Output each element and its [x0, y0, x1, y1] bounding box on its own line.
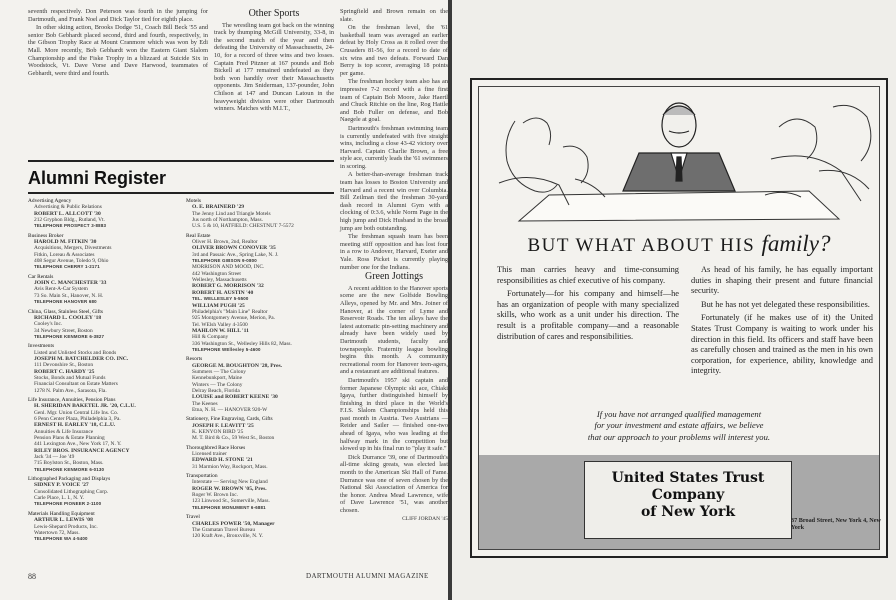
entry-detail: Consolidated Lithographing Corp. — [34, 488, 109, 495]
entry-telephone: TELEPHONE PROSPECT 3-8883 — [34, 223, 107, 229]
register-entry — [192, 363, 336, 395]
register-entry — [34, 350, 178, 369]
entry-name: ROBERT L. ALLCOTT '30 — [34, 210, 101, 217]
entry-name: EDWARD H. STONE '21 — [192, 457, 253, 464]
entry-detail: Fitkin, Loreau & Associates — [34, 251, 95, 258]
entry-detail: 123 Linwood St., Somerville, Mass. — [192, 498, 270, 505]
ad-paragraph: As head of his family, he has equally important duties in shaping their present and future financial security. — [691, 265, 873, 296]
entry-detail: Acquisitions, Mergers, Divestments — [34, 245, 112, 252]
register-entry — [192, 521, 336, 540]
byline: CLIFF JORDAN '45 — [402, 515, 448, 522]
entry-detail: Stocks, Bonds and Mutual Funds — [34, 374, 106, 381]
entry-detail: 73 So. Main St., Hanover, N. H. — [34, 292, 104, 299]
paragraph: Dartmouth's 1957 ski captain and former Japanese Olympic ski ace, Chiaki Igaya, further distinguished himself by finishing in third place in the World's F.I.S. Slalom Championships held this past month in Austria. Two Austrians — Reider and Sailer — finished one-two ahead of Igaya, who was leading at the halfway mark in the competition but slowed up in his final run to "play it safe." — [340, 376, 448, 453]
other-sports-heading: Other Sports — [248, 8, 300, 19]
entry-detail: 212 Gryphon Bldg., Rutland, Vt. — [34, 217, 105, 224]
entry-line: Wellesley, Massachusetts — [192, 277, 247, 284]
register-entry — [192, 264, 336, 289]
register-category: Business Broker — [28, 232, 64, 239]
entry-detail: M. T. Bird & Co., 59 West St., Boston — [192, 435, 275, 442]
register-category: Transportation — [186, 473, 218, 480]
register-entry — [34, 448, 178, 473]
entry-detail: Winters — The Colony — [192, 381, 243, 388]
register-column-1 — [28, 195, 178, 543]
entry-detail: 34 Newbury Street, Boston — [34, 327, 93, 334]
entry-name: ROBERT C. HARDY '25 — [34, 368, 95, 375]
tagline-line: If you have not arranged qualified management — [596, 409, 762, 419]
register-category: China, Glass, Stainless Steel, Gifts — [28, 308, 104, 315]
entry-name: ROBERT H. AUSTIN '40 — [192, 289, 254, 296]
entry-line: Interstate — Serving New England — [192, 479, 268, 486]
entry-line: Licensed trainer — [192, 451, 227, 458]
entry-detail: 31 Marmion Way, Rockport, Mass. — [192, 463, 268, 470]
paragraph: On the freshman level, the '61 basketball team was averaged an earlier defeat by Holy Cross as it rolled over the Crusaders 81-56, for a record to date of six wins and two defeats. Forward Dan Berry is top scorer, averaging 18 points per game. — [340, 24, 448, 77]
trust-company-advertisement — [470, 78, 888, 558]
register-entry — [192, 451, 336, 470]
register-category: Advertising Agency — [28, 198, 72, 204]
register-category: Real Estate — [186, 232, 211, 239]
skiing-report-column — [28, 8, 208, 78]
entry-name: RICHARD L. COOLEY '18 — [34, 314, 102, 321]
paragraph: The freshman squash team has been meeting stiff opposition and has lost four in a row to Andover, Harvard, Exeter and Yale. Ross Picket is currently playing number one for the Indians. — [340, 233, 448, 271]
tagline-line: for your investment and estate affairs, we believe — [594, 420, 764, 431]
entry-telephone: TELEPHONE CHERRY 1-2171 — [34, 264, 100, 270]
entry-detail: Roger W. Brown Inc. — [192, 492, 238, 499]
entry-name: MAHLON W. HILL '11 — [192, 327, 249, 334]
entry-name: OLIVER BROWN CONOVER '35 — [192, 245, 276, 252]
entry-telephone: TELEPHONE WA 4-5400 — [34, 536, 88, 542]
headline-main: BUT WHAT ABOUT HIS — [527, 235, 756, 256]
register-entry — [34, 403, 178, 422]
entry-detail: Hill & Company — [192, 334, 229, 341]
entry-detail: 3rd and Passaic Ave., Spring Lake, N. J. — [192, 251, 279, 258]
ad-body-column-1 — [497, 265, 679, 345]
entry-name: ROBERT G. MORRISON '32 — [192, 283, 264, 290]
register-entry — [192, 204, 336, 229]
entry-detail: 715 Boylston St., Boston, Mass. — [34, 460, 104, 467]
entry-detail: Philadelphia's "Main Line" Realtor — [192, 308, 268, 315]
register-entry — [34, 369, 178, 394]
entry-detail: Summers — The Colony — [192, 368, 246, 375]
company-name-line: United States Trust Company — [611, 470, 765, 503]
entry-name: GEORGE M. BOUGHTON '28, Pres. — [192, 362, 283, 369]
company-nameplate — [584, 461, 792, 539]
freshman-sports-column — [340, 8, 448, 524]
magazine-name: DARTMOUTH ALUMNI MAGAZINE — [306, 572, 429, 580]
entry-line: Oliver H. Brown, 2nd, Realtor — [192, 239, 258, 246]
company-name-line: of New York — [640, 504, 736, 520]
paragraph: The wrestling team got back on the winning track by thumping McGill University, 33-8, in the second match of the year and then defeating the University of Massachusetts, 24-10, for a record of three wins and two losses. Captain Fred Pitzner at 167 pounds and Bob Bickell at 177 remained undefeated as they both won handily over their Massachusetts opponents. Jim Sniderman, 137-pounder, John Chilson at 147 and Duncan Latoun in the heavyweight division were other Dartmouth winners. Matches with M.I.T., — [214, 21, 334, 113]
register-category: Lithographed Packaging and Displays — [28, 476, 111, 483]
entry-detail: Tel. WElsh Valley 4-3500 — [192, 321, 248, 328]
entry-detail: Jack '34 — Joe '49 — [34, 454, 75, 461]
register-entry — [192, 423, 336, 442]
entry-name: LOUISE and ROBERT KEENE '30 — [192, 394, 278, 401]
green-jottings-heading: Green Jottings — [364, 271, 424, 283]
entry-detail: 336 Washington St., Wellesley Hills 82, Mass. — [192, 340, 292, 347]
entry-detail: The Jenny Lind and Triangle Motels — [192, 210, 271, 217]
register-entry — [34, 517, 178, 542]
entry-name: JOSEPH M. BATCHELDER CO. INC. — [34, 355, 129, 362]
entry-detail: Lewis-Shepard Products, Inc. — [34, 523, 98, 530]
entry-line: Listed and Unlisted Stocks and Bonds — [34, 349, 117, 356]
entry-telephone: TELEPHONE PIONEER 2-1100 — [34, 501, 102, 507]
register-category: Investments — [28, 343, 55, 350]
entry-name: SIDNEY P. VOICE '27 — [34, 482, 89, 489]
ad-frame — [478, 86, 880, 550]
tagline-line: that our approach to your problems will interest you. — [587, 431, 771, 442]
register-category: Materials Handling Equipment — [28, 510, 95, 517]
paragraph: A better-than-average freshman track team has losses to Boston University and Harvard and a recent win over Columbia. Bill Zeilman tied the freshman 30-yard dash record in Alumni Gym with a clocking of 0:3.6, while Norm Page in the high jump and Dick Husband in the broad jump are both outstanding. — [340, 171, 448, 232]
entry-telephone: TELEPHONE KENMORE 6-0130 — [34, 466, 105, 472]
entry-name: JOSEPH F. LEAVITT '25 — [192, 422, 254, 429]
register-top-rule — [28, 160, 334, 162]
entry-name: JOHN C. MANCHESTER '33 — [34, 280, 107, 287]
entry-name: ROGER W. BROWN '05, Pres. — [192, 485, 267, 492]
register-entry — [192, 328, 336, 353]
entry-name: ARTHUR L. LEWIS '08 — [34, 517, 93, 524]
entry-detail: Financial Consultant on Estate Matters — [34, 381, 118, 388]
entry-line: Advertising & Public Relations — [34, 204, 102, 211]
register-entry — [34, 239, 178, 271]
entry-detail: Watertown 72, Mass. — [34, 529, 80, 536]
entry-name: CHARLES POWER '50, Manager — [192, 520, 275, 527]
entry-detail: The Keenes — [192, 400, 218, 407]
ad-paragraph: Fortunately—for his company and himself—he has an organization of people with many specialized skills, who work as a unit under his direction. The result is a profitable company—and a reasonable distribution of cares and responsibilities. — [497, 289, 679, 341]
entry-name: HAROLD M. FITKIN '30 — [34, 239, 97, 246]
entry-telephone: TELEPHONE HANOVER 680 — [34, 299, 97, 305]
headline-emphasis: family? — [761, 231, 831, 256]
register-category: Car Rentals — [28, 273, 54, 280]
ad-paragraph: But he has not yet delegated these responsibilities. — [701, 299, 870, 309]
entry-detail: Carle Place, L. I., N. Y. — [34, 495, 85, 502]
entry-telephone: TEL. WELLESLEY 5-5500 — [192, 296, 249, 302]
paragraph: seventh respectively. Don Peterson was fourth in the jumping for Dartmouth, and Frank Noel and Dick Taylor tied for eighth place. — [28, 8, 208, 23]
register-category: Resorts — [186, 356, 203, 363]
ad-headline — [479, 231, 879, 257]
entry-telephone: TELEPHONE WEllesley 5-4600 — [192, 346, 261, 352]
ad-paragraph: Fortunately (if he makes use of it) the United States Trust Company is waiting to work under his direction in this field. Its officers and staff have been as carefully chosen and trained as the men in his own corporation, for experience, ability, knowledge and integrity. — [691, 313, 873, 376]
entry-detail: 6 Penn Center Plaza, Philadelphia 3, Pa. — [34, 416, 121, 422]
register-entry — [192, 303, 336, 328]
executive-meeting-illustration — [479, 87, 879, 223]
entry-detail: The Gramatan Travel Bureau — [192, 526, 256, 533]
entry-detail: Kennebunkport, Maine — [192, 375, 243, 382]
entry-detail: Etna, N. H. — HANOVER 920-W — [192, 407, 268, 413]
entry-detail: 111 Devonshire St., Boston — [34, 362, 94, 369]
register-category: Motels — [186, 198, 201, 204]
entry-detail: 1278 N. Palm Ave., Sarasota, Fla. — [34, 387, 107, 394]
register-column-2 — [186, 195, 336, 540]
entry-detail: Annuities & Life Insurance — [34, 428, 94, 435]
entry-name: O. E. BRAINERD '29 — [192, 204, 245, 211]
paragraph: In other skiing action, Brooks Dodge '51, Coach Bill Beck '55 and senior Bob Gebhardt placed second, third and fourth, respectively, in the Gibson Trophy Race at Mount Cranmore which was won by Edi Mall. More recently, Bob Gebhardt won the Eastern Giant Slalom Championship and the Fiske Trophy in a blizzard at Suicide Six in Woodstock, Vt. Dave Vorse and Dave Harwood, teammates of Gebhardt, were third and fourth. — [28, 24, 208, 77]
entry-telephone: TELEPHONE MONUMENT 6-6881 — [192, 504, 266, 510]
entry-name: RILEY BROS. INSURANCE AGENCY — [34, 447, 130, 454]
paragraph: Springfield and Brown remain on the slate. — [340, 8, 448, 23]
page-number: 88 — [28, 572, 36, 581]
ad-tagline — [479, 409, 879, 443]
entry-detail: U.S. 5 & 10, HATFIELD: CHESTNUT 7-5572 — [192, 223, 294, 230]
entry-name: H. SHERIDAN BAKETEL JR. '20, C.L.U. — [34, 403, 136, 410]
entry-line: 442 Washington Street — [192, 270, 241, 277]
entry-name: ERNEST H. EARLEY '18, C.L.U. — [34, 422, 116, 429]
paragraph: A recent addition to the Hanover sports scene are the new Golfside Bowling Alleys, opened by Mr. and Mrs. Joiner of Hanover, at the corner of Lyme and Reservoir Roads. The ten alleys have the latest automatic pin-setting machinery and already have been widely used by Dartmouth students, faculty and townspeople. Fraternity league bowling begins this month. A community recreational room for Hanover teen-agers, and a restaurant are additional features. — [340, 284, 448, 376]
paragraph: Dick Durrance '39, one of Dartmouth's all-time skiing greats, was elected last month to the American Ski Hall of Fame. Durrance was one of seven chosen by the National Ski Association of America for the honor. Andrea Mead Lawrence, wife of Dave Lawrence '51, was another chosen. — [340, 453, 448, 514]
register-entry — [34, 422, 178, 447]
other-sports-column — [214, 8, 334, 114]
register-entry — [192, 239, 336, 264]
register-entry — [34, 315, 178, 340]
company-address: 37 Broad Street, New York 4, New York — [791, 517, 881, 531]
entry-detail: Genl. Mgr. Union Central Life Ins. Co. — [34, 409, 119, 416]
entry-detail: Cooley's Inc. — [34, 321, 63, 328]
entry-detail: 441 Lexington Ave., New York 17, N. Y. — [34, 441, 122, 448]
register-category: Thoroughbred Race Horses — [186, 444, 246, 451]
entry-detail: 120 Kraft Ave., Bronxville, N. Y. — [192, 533, 264, 540]
company-name — [585, 470, 791, 521]
ad-paragraph: This man carries heavy and time-consuming responsibilities as chief executive of his company. — [497, 265, 679, 285]
entry-detail: Avis Rent-A-Car System — [34, 286, 88, 293]
entry-telephone: TELEPHONE GIBSON 9-0800 — [192, 258, 257, 264]
ad-body-column-2 — [691, 265, 873, 380]
register-category: Life Insurance, Annuities, Pension Plans — [28, 396, 116, 403]
entry-detail: Delray Beach, Florida — [192, 387, 240, 394]
paragraph: The freshman hockey team also has an impressive 7-2 record with a fine first team of Captain Bob Moore, Jake Haertl and Chuck Ritchie on the line, Rog Hattle and Bob Fuller on defense, and Bob Naegele at goal. — [340, 78, 448, 124]
register-entry — [192, 290, 336, 303]
entry-detail: Jus north of Northampton, Mass. — [192, 217, 263, 224]
entry-line: MORRISON AND MOOD, INC. — [192, 264, 265, 271]
entry-detail: 408 Segur Avenue, Toledo 9, Ohio — [34, 258, 109, 265]
paragraph: Dartmouth's freshman swimming team is currently undefeated with five straight wins, including a close 43-42 victory over Harvard. Captain Charlie Brown, a free style ace, currently leads the '61 swimmers in scoring. — [340, 124, 448, 170]
entry-name: WILLIAM PUGH '25 — [192, 302, 245, 309]
register-entry — [34, 204, 178, 229]
register-entry — [34, 482, 178, 507]
register-bottom-rule — [28, 192, 334, 194]
entry-detail: Pension Plans & Estate Planning — [34, 435, 105, 442]
register-entry — [192, 394, 336, 413]
entry-detail: K. KENYON BIRD '25 — [192, 429, 244, 436]
register-entry — [192, 479, 336, 511]
register-category: Travel — [186, 514, 200, 521]
entry-telephone: TELEPHONE KENMORE 6-3827 — [34, 333, 105, 339]
register-category: Stationery, Fine Engraving, Cards, Gifts — [186, 416, 273, 423]
entry-detail: 925 Montgomery Avenue, Merion, Pa. — [192, 315, 275, 322]
register-entry — [34, 280, 178, 305]
alumni-register-title: Alumni Register — [28, 168, 167, 188]
